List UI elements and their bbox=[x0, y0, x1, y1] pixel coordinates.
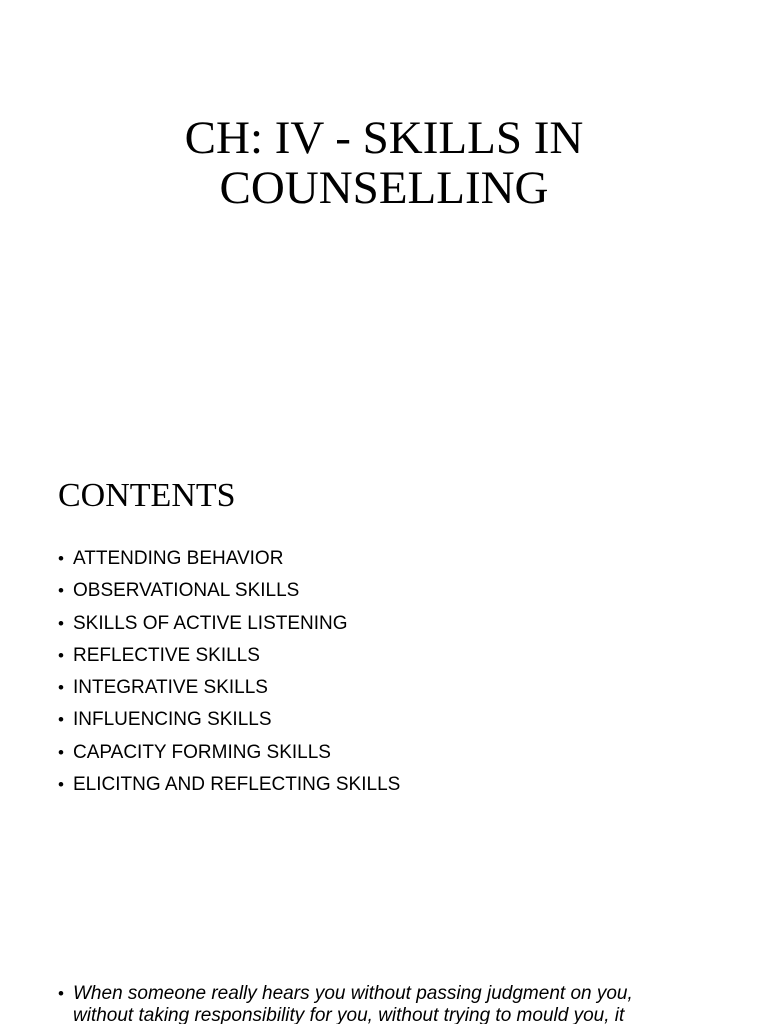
list-item-label: REFLECTIVE SKILLS bbox=[73, 644, 260, 666]
bullet-icon: • bbox=[58, 613, 64, 633]
quote-paragraph bbox=[58, 983, 738, 1024]
list-item-label: SKILLS OF ACTIVE LISTENING bbox=[73, 612, 348, 634]
list-item bbox=[58, 548, 400, 580]
bullet-icon: • bbox=[58, 549, 64, 568]
quote-line-2: without taking responsibility for you, without trying to mould you, it bbox=[73, 1005, 625, 1024]
list-item-label: CAPACITY FORMING SKILLS bbox=[73, 741, 331, 763]
list-item-label: INFLUENCING SKILLS bbox=[73, 709, 272, 731]
list-item bbox=[58, 677, 400, 709]
list-item bbox=[58, 580, 400, 612]
bullet-icon: • bbox=[58, 581, 64, 601]
bullet-icon: • bbox=[58, 678, 64, 698]
page-title bbox=[0, 113, 768, 213]
contents-list bbox=[58, 548, 400, 806]
list-item bbox=[58, 645, 400, 677]
bullet-icon: • bbox=[58, 742, 64, 762]
title-line-2: COUNSELLING bbox=[219, 162, 549, 214]
list-item-label: ELICITNG AND REFLECTING SKILLS bbox=[73, 774, 401, 796]
list-item bbox=[58, 709, 400, 741]
quote-line-1: When someone really hears you without passing judgment on you, bbox=[73, 983, 633, 1004]
list-item bbox=[58, 613, 400, 645]
contents-heading: CONTENTS bbox=[58, 477, 236, 514]
list-item bbox=[58, 774, 400, 806]
bullet-icon: • bbox=[58, 775, 64, 795]
quote-text bbox=[73, 983, 633, 1024]
slide-title bbox=[0, 0, 768, 440]
slide-contents bbox=[0, 440, 768, 960]
list-item-label: OBSERVATIONAL SKILLS bbox=[73, 580, 300, 602]
bullet-icon: • bbox=[58, 645, 64, 665]
title-line-1: CH: IV - SKILLS IN bbox=[184, 112, 584, 164]
list-item-label: ATTENDING BEHAVIOR bbox=[73, 548, 284, 569]
list-item bbox=[58, 742, 400, 774]
slide-quote bbox=[0, 960, 768, 1024]
bullet-icon: • bbox=[58, 710, 64, 730]
bullet-icon: • bbox=[58, 984, 64, 1003]
list-item-label: INTEGRATIVE SKILLS bbox=[73, 677, 268, 699]
